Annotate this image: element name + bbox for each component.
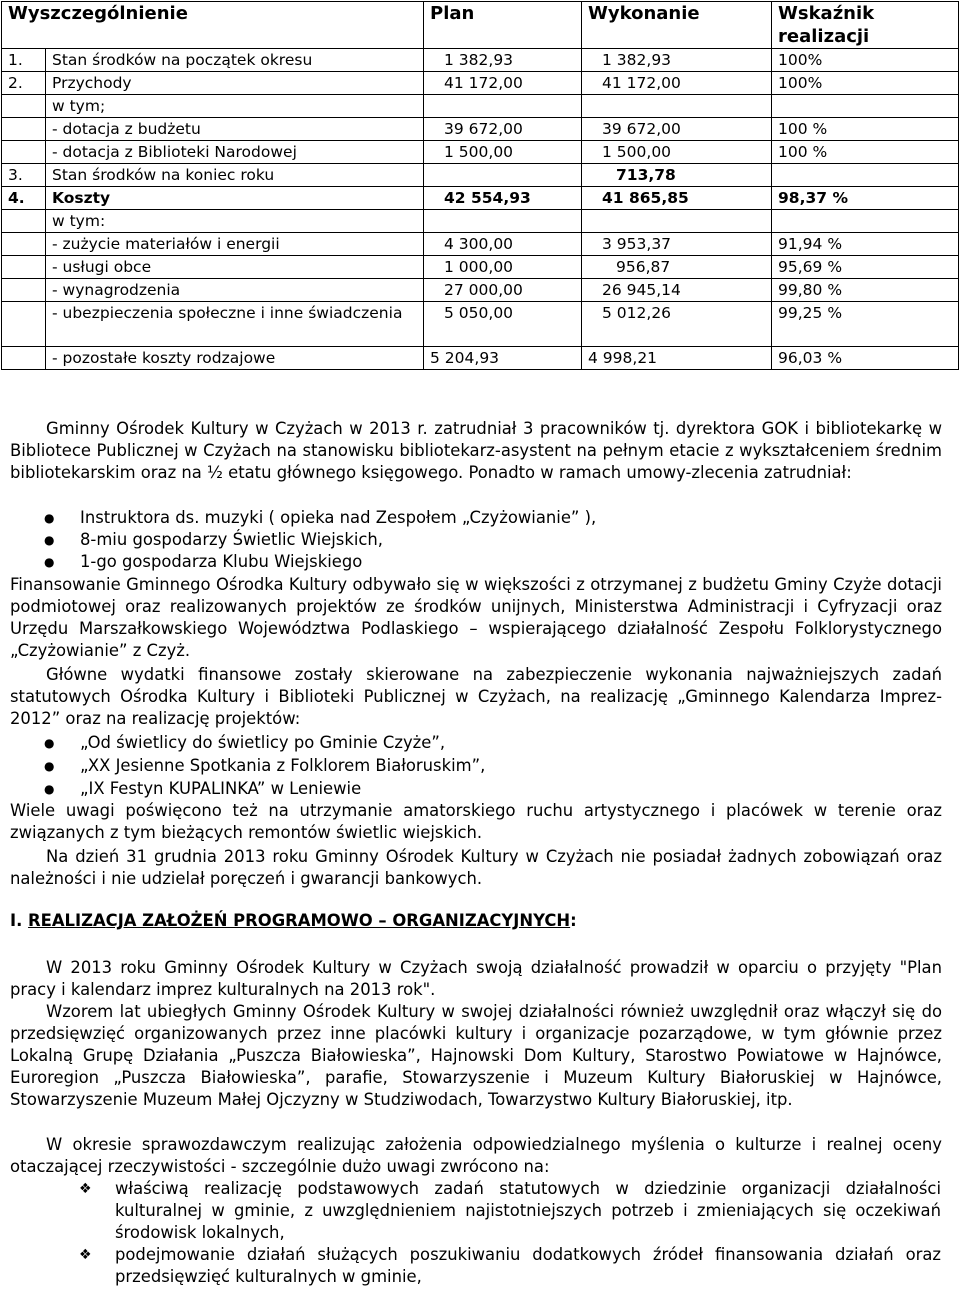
row-plan: 39 672,00	[424, 118, 582, 141]
table-row	[2, 164, 959, 187]
row-number	[2, 95, 46, 118]
row-plan: 42 554,93	[424, 187, 582, 210]
row-label: Przychody	[46, 72, 424, 95]
row-label: - dotacja z budżetu	[46, 118, 424, 141]
paragraph-cooperation: Wzorem lat ubiegłych Gminny Ośrodek Kultury w swojej działalności również uwzględnił oraz włączył się do przedsięwzięć organizowanych przez inne placówki kultury i organizacje pozarządowe, w tym głównie przez Lokalną Grupę Działania „Puszcza Białowieska”, Hajnowski Dom Kultury, Starostwo Powiatowe w Hajnówce, Euroregion „Puszcza Białowieska”, parafie, Stowarzyszenie i Muzeum Kultury Białoruskiej w Hajnówce, Stowarzyszenie Muzeum Małej Ojczyzny w Studziwodach, Towarzystwo Kultury Białoruskiej, itp.	[10, 1002, 942, 1109]
row-wykonanie	[582, 95, 772, 118]
row-wskaznik: 100 %	[772, 141, 959, 164]
heading-suffix: :	[570, 911, 577, 930]
table-row	[2, 279, 959, 302]
row-label: - zużycie materiałów i energii	[46, 233, 424, 256]
table-row	[2, 95, 959, 118]
row-number	[2, 141, 46, 164]
row-number	[2, 210, 46, 233]
list-item	[44, 529, 940, 551]
list-item	[79, 1244, 941, 1288]
row-number: 1.	[2, 49, 46, 72]
table-row	[2, 347, 959, 370]
table-row	[2, 72, 959, 95]
diamond-bullet-icon: ❖	[79, 1181, 92, 1197]
row-number	[2, 233, 46, 256]
table-row	[2, 187, 959, 210]
row-wykonanie: 39 672,00	[582, 118, 772, 141]
row-plan	[424, 95, 582, 118]
list-item-text: „Od świetlicy do świetlicy po Gminie Czyże”,	[80, 733, 446, 752]
bullet-icon: ●	[44, 511, 55, 525]
list-item	[44, 507, 940, 529]
list-item	[44, 755, 940, 777]
bullet-icon: ●	[44, 555, 55, 569]
row-plan	[424, 164, 582, 187]
list-item-text: Instruktora ds. muzyki ( opieka nad Zespołem „Czyżowianie” ),	[80, 508, 597, 527]
row-wskaznik: 91,94 %	[772, 233, 959, 256]
row-wykonanie: 26 945,14	[582, 279, 772, 302]
heading-text: REALIZACJA ZAŁOŻEŃ PROGRAMOWO – ORGANIZACYJNYCH	[28, 911, 571, 930]
row-wykonanie: 1 500,00	[582, 141, 772, 164]
row-label: w tym:	[46, 210, 424, 233]
row-label: w tym;	[46, 95, 424, 118]
row-wskaznik	[772, 210, 959, 233]
row-wskaznik: 95,69 %	[772, 256, 959, 279]
paragraph-plan: W 2013 roku Gminny Ośrodek Kultury w Czyżach swoją działalność prowadził w oparciu o przyjęty "Plan pracy i kalendarz imprez kulturalnych na 2013 rok".	[10, 958, 942, 999]
row-wskaznik: 100%	[772, 72, 959, 95]
paragraph-financing: Finansowanie Gminnego Ośrodka Kultury odbywało się w większości z otrzymanej z budżetu Gminy Czyże dotacji podmiotowej oraz realizowanych projektów ze środków unijnych, Ministerstwa Administracji i Cyfryzacji oraz Urzędu Marszałkowskiego Województwa Podlaskiego – wspierającego działalność Zespołu Folklorystycznego „Czyżowianie” z Czyż.	[10, 575, 942, 660]
row-label: Koszty	[46, 187, 424, 210]
header-wyszczegolnienie: Wyszczególnienie	[2, 2, 424, 49]
table-row	[2, 210, 959, 233]
heading-number: I.	[10, 911, 23, 930]
row-number	[2, 347, 46, 370]
bullet-icon: ●	[44, 782, 55, 796]
section-heading	[10, 910, 577, 932]
row-number	[2, 118, 46, 141]
row-wykonanie: 41 172,00	[582, 72, 772, 95]
bullet-icon: ●	[44, 533, 55, 547]
row-number: 3.	[2, 164, 46, 187]
row-plan	[424, 210, 582, 233]
list-item	[44, 732, 940, 754]
row-wykonanie	[582, 210, 772, 233]
list-item	[79, 1178, 941, 1244]
paragraph-expenses: Główne wydatki finansowe zostały skierowane na zabezpieczenie wykonania najważniejszych zadań statutowych Ośrodka Kultury i Biblioteki Publicznej w Czyżach, na realizację „Gminnego Kalendarza Imprez-2012” oraz na realizację projektów:	[10, 665, 942, 728]
row-label: - dotacja z Biblioteki Narodowej	[46, 141, 424, 164]
row-number: 2.	[2, 72, 46, 95]
header-wykonanie: Wykonanie	[582, 2, 772, 49]
list-item-text: „IX Festyn KUPALINKA” w Leniewie	[80, 779, 362, 798]
list-item-text: 8-miu gospodarzy Świetlic Wiejskich,	[80, 530, 384, 549]
list-item-text: „XX Jesienne Spotkania z Folklorem Białoruskim”,	[80, 756, 486, 775]
row-wykonanie: 3 953,37	[582, 233, 772, 256]
bullet-icon: ●	[44, 736, 55, 750]
paragraph-amateur-movement: Wiele uwagi poświęcono też na utrzymanie amatorskiego ruchu artystycznego i placówek w terenie oraz związanych z tym bieżących remontów świetlic wiejskich.	[10, 801, 942, 842]
row-wskaznik: 99,80 %	[772, 279, 959, 302]
row-wykonanie: 5 012,26	[582, 302, 772, 347]
row-number	[2, 256, 46, 279]
row-number: 4.	[2, 187, 46, 210]
bullet-icon: ●	[44, 759, 55, 773]
paragraph-employment: Gminny Ośrodek Kultury w Czyżach w 2013 r. zatrudniał 3 pracowników tj. dyrektora GOK i bibliotekarkę w Bibliotece Publicznej w Czyżach na stanowisku bibliotekarz-asystent na pełnym etacie z wykształceniem średnim bibliotekarskim oraz na ½ etatu głównego księgowego. Ponadto w ramach umowy-zlecenia zatrudniał:	[10, 419, 942, 482]
row-wykonanie: 41 865,85	[582, 187, 772, 210]
row-number	[2, 302, 46, 347]
row-wskaznik	[772, 164, 959, 187]
list-item-text: podejmowanie działań służących poszukiwaniu dodatkowych źródeł finansowania działań oraz przedsięwzięć kulturalnych w gminie,	[115, 1245, 941, 1286]
row-label: - ubezpieczenia społeczne i inne świadczenia	[46, 302, 424, 347]
list-item-text: 1-go gospodarza Klubu Wiejskiego	[80, 552, 363, 571]
table-row	[2, 233, 959, 256]
table-row	[2, 256, 959, 279]
row-plan: 4 300,00	[424, 233, 582, 256]
header-wskaznik: Wskaźnik realizacji	[772, 2, 959, 49]
row-wykonanie: 1 382,93	[582, 49, 772, 72]
row-label: - usługi obce	[46, 256, 424, 279]
row-wskaznik: 99,25 %	[772, 302, 959, 347]
row-wskaznik	[772, 95, 959, 118]
row-wskaznik: 100 %	[772, 118, 959, 141]
table-header-row	[2, 2, 959, 49]
table-row	[2, 49, 959, 72]
financial-table	[1, 1, 959, 370]
paragraph-reporting-period: W okresie sprawozdawczym realizując założenia odpowiedzialnego myślenia o kulturze i realnej oceny otaczającej rzeczywistości - szczególnie dużo uwagi zwrócono na:	[10, 1135, 942, 1176]
table-row	[2, 141, 959, 164]
row-plan: 1 382,93	[424, 49, 582, 72]
header-plan: Plan	[424, 2, 582, 49]
row-label: - pozostałe koszty rodzajowe	[46, 347, 424, 370]
row-label: Stan środków na koniec roku	[46, 164, 424, 187]
list-item	[44, 551, 940, 573]
row-number	[2, 279, 46, 302]
row-wykonanie: 4 998,21	[582, 347, 772, 370]
row-label: - wynagrodzenia	[46, 279, 424, 302]
paragraph-obligations: Na dzień 31 grudnia 2013 roku Gminny Ośrodek Kultury w Czyżach nie posiadał żadnych zobowiązań oraz należności i nie udzielał poręczeń i gwarancji bankowych.	[10, 847, 942, 888]
row-wykonanie: 956,87	[582, 256, 772, 279]
row-wykonanie: 713,78	[582, 164, 772, 187]
row-wskaznik: 98,37 %	[772, 187, 959, 210]
diamond-bullet-icon: ❖	[79, 1247, 92, 1263]
list-item-text: właściwą realizację podstawowych zadań statutowych w dziedzinie organizacji działalności kulturalnej w gminie, z uwzględnieniem najistotniejszych potrzeb i zmieniających się oczekiwań środowisk lokalnych,	[115, 1179, 941, 1242]
list-item	[44, 778, 940, 800]
row-plan: 1 000,00	[424, 256, 582, 279]
table-row	[2, 118, 959, 141]
row-plan: 41 172,00	[424, 72, 582, 95]
table-row	[2, 302, 959, 347]
row-label: Stan środków na początek okresu	[46, 49, 424, 72]
row-wskaznik: 96,03 %	[772, 347, 959, 370]
row-plan: 1 500,00	[424, 141, 582, 164]
row-wskaznik: 100%	[772, 49, 959, 72]
row-plan: 5 204,93	[424, 347, 582, 370]
row-plan: 5 050,00	[424, 302, 582, 347]
row-plan: 27 000,00	[424, 279, 582, 302]
